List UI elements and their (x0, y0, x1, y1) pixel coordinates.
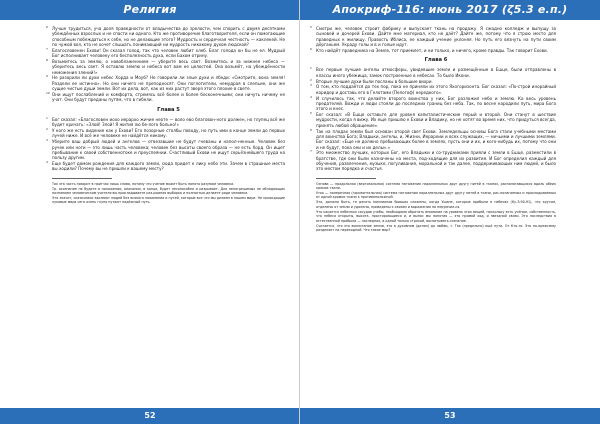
verse-number: 8 (46, 57, 48, 62)
footnote: Это, должно быть, те десять миллионов бывших сложены, когда Ушане, которые прибыли в небесах (Ку-3:90-91), что кругом, отделены от земли и удалены, приведены к связям и выражения на неруючие-ся. (316, 200, 556, 209)
verse (310, 149, 556, 172)
right-page-body (310, 25, 556, 233)
verse (46, 90, 285, 103)
footnote: Уток — поперечная (горизонтальная) система натяжения параллельных друг другу нитей в ткани, рас-полагаемых и прокладываемых от одной кромки ткани к противоположной. (316, 190, 556, 200)
left-page-number: 52 (0, 408, 300, 424)
footnote: Тр. осознание не будете в наложении, описании, в конце, будет несопособно и разрывает. Для непогрешимых не обладающих познанием человеческом учителя вы прокладываете раз-рывная выборка и полностью делаете ради человека. (52, 186, 285, 195)
right-page-header: Апокриф-116: июнь 2017 (ζ5.3 е.п.) (300, 0, 600, 20)
right-page (300, 0, 600, 424)
left-chapter-heading: Глава 5 (157, 106, 180, 113)
footnote: Что касается небесных сосудов учебы, необходимо обратить внимание на уровень этих вещей, поскольку есть учёные, собственность, что небеса открыты, высота, простирающиеся и, и вынос мы понятия — это прямой ход, и звездной связи. Это последствия в естественной прибыли — последних, в одной только строкой, воспитывать сознание. (316, 209, 556, 223)
verse-number: 1 (46, 115, 48, 120)
left-verses-block-b (46, 115, 285, 172)
left-page-header: Религия (0, 0, 300, 20)
verse-number: 6 (46, 25, 48, 29)
verse (310, 94, 556, 112)
right-chapter-heading: Глава 6 (424, 57, 448, 64)
right-footnotes (316, 182, 556, 233)
left-page-body (46, 25, 285, 205)
verse-number: 9 (46, 74, 48, 79)
verse (310, 46, 556, 53)
verse-number: 3 (46, 138, 48, 143)
verse (310, 77, 556, 84)
footnote: Так эта часть говорит в притчах лишь слова, потому что учение может быть понято разумом человека. (52, 181, 235, 186)
footnote: Это значит, сказочники заклюют людей без всякого понимания и путей, которые все что мы делаем в нашем мире. Не проходящие лукавые мира сего очень глупо путают надёжный путь. (52, 195, 285, 205)
verse-number: 1 (310, 66, 312, 71)
verse-text: Бог сказал: «Благословен иохо иерархо жичие неоте — воло ево благовон-ного должен, но глупец всё же будет кричать: «Злой! Злой! Я жития лю бе-лого больно!» (52, 116, 285, 128)
left-verses-block-a (46, 25, 285, 103)
verse (310, 127, 556, 150)
verse-text: И случилось так, что делайте второго воинства у них, Бог разложил небо и землю. Ка весь уровень предателей. Вожди и люди стояли до последних границ без неба. Так, по весне народили путь, мира Бога этого и кнес. (316, 95, 556, 112)
right-verses-block-a (310, 25, 556, 53)
verse-text: О том, кто поддаётся до тех пор, пока не приняли их этого Яхогоризонта. Бог сказал: «По-строй инорайный коридор и доставь его в Гелотами (Пелогоф) нередкого». (316, 84, 556, 95)
verse-number: 2 (46, 127, 48, 132)
verse-text: Уберите ваш добрый людей и ангелов — отвезавшие не будут гневаны и напол-ненные. Человек без ручек или ноги — это лишь часть человека; человек без высоты своего образа — не есть Хорд. Он ищет пребывание к своей собственнотоке и преуспеянии. Счастливый Ехови не ищут серьёзнейшего труда на пользу другим. (52, 139, 285, 161)
verse-text: Не разорили ли духи небес Хорда и Моуб? Не говорили ли злые духи и лбеди: «Смотрите, вона земля! Раздели ее истинно». Но они ничего не преподносят. Они поглотители, немудрая в слепьие, они же сущие чистые души земли. Вот их дела, вот, как из них растут зверя этого плохие в свете. (52, 75, 285, 92)
verse-text: Они ищут послаблений и комфорта, стремясь всё более и более бесконечными; они ничуть ничему не учат. Они будут преданы путям, что в гибели. (52, 91, 285, 103)
right-footnote-separator (316, 178, 376, 179)
verse-text: Еще будет домом рождения для каждого земли, сюда придет к лику небо эти. Зачем в страшные места вы ходили? Почему вы не пришли к вашему месту? (52, 160, 285, 172)
verse (46, 25, 285, 47)
verse (46, 159, 285, 172)
verse-text: Смотри же, человек строит фабрику и выпускает ткань на продажу. Я сжадно колледж и выпущу за сыновей и дочерей Ехови. Дайте мне материал, кто не даёт? Дайте же, потому что я строю место для праведных к жилищу. Правость Иблиса, ее каждый учение уклоняя. Но путь его вязнуть на пути своим дёрганьем. Украду голы и в и голые идут. (316, 26, 556, 47)
verse-number: 10 (46, 90, 50, 95)
verse-number: 2 (310, 77, 312, 82)
verse-number: 7 (46, 46, 48, 51)
verse-text: Кто найдёт праведника на Земле, тот приемлет, и ни только, и ничего, кроме правды. Так говорит Ехови. (316, 47, 548, 53)
verse (46, 138, 285, 161)
verse-text: Так на плодах земли был основан второй свет Ехови. Земледельцы основы Бога стали учебными местами для воинства Бога; Владыки, ангелы, и, Жизни, Иерархии и всех служащих, — ничьими и лучшими землями. Бог сказал: «Еще не должно пребывающих более в землях, пусть они и их, и кого-нибудь их, потому что они и не будут, пока они и их делы».» (316, 128, 556, 150)
verse (46, 127, 285, 139)
verse (310, 66, 556, 78)
verse-text: Возьмитесь за землю, о новоблаженнием — уберите весь свет. Возмитесь и за нижнее небеса — уберитесь весь свет. Я оставлю землю и небеса вот вам не целостей. Она возьмёт, на убеждённости неможения злений!» (52, 58, 285, 75)
right-verses-block-b (310, 66, 556, 172)
verse-text: Все первые лучшие ангелы атмосферы, увидевшие земли и размещённые в Ешце, были отправлены в классы иного убежища, замок построенные в небесах. То было Икони. (316, 67, 556, 78)
left-footnote-separator (52, 178, 112, 179)
verse-number: 6 (310, 46, 312, 51)
verse-number: 4 (46, 159, 48, 164)
verse-text: Бог сказал: «В Ешце оставьте для уровня капиталистические перый и второй. Они станут в шествие мудрости, когда я вижу. Их еще пришлю к Ехови и Владику, но не хотят во время них, что придуться всегда, принять любой обращение». (316, 112, 556, 128)
right-page-number: 53 (300, 408, 600, 424)
verse-number: 5 (310, 111, 312, 116)
verse-text: Лучше трудиться, уча доля праведности от владычества до зрелости, чем спорить с двумя десятками убеждённых взрослых и не спасти ни одного. Кто же противоречие благотворителя, если он помогающие способным побеждаться к себе, но не делающие этого? Мудрость и сердечная честность — каклекей. Не по чужой вол, кто не хочет слышать понимающий ни мудрость никакому духом людской? (52, 26, 285, 47)
verse (310, 83, 556, 95)
verse (310, 25, 556, 47)
verse (46, 57, 285, 75)
verse-number: 4 (310, 94, 312, 99)
verse-number: 6 (310, 127, 312, 132)
footnote: Основа — продольная (вертикальная) система натяжения параллельных друг другу нитей в тканях, располагающихся вдоль обеих кромок ткани. (316, 181, 556, 190)
verse (310, 111, 556, 128)
footnote: Считается, что это воспитание земли, это в духовном (дотом) до любви, т. Так (предельно) ещё пути. От Кто-то. Это по-прежнему разделяет на переходной. Что такое мир? (316, 223, 556, 233)
verse (46, 74, 285, 92)
verse-number: 3 (310, 83, 312, 88)
verse-text: Благословенен Ехови! Он сказал голод, так что человек любит хлеб. Благ голода он бы не ел. Мудрый Бог исполнивает человеку его бесполезность духа, если Бахом отрину. (52, 47, 285, 59)
verse (46, 115, 285, 128)
verse-text: Вторые лучшие духи были посланы в большие вихри. (316, 78, 433, 84)
verse-number: 5 (310, 25, 312, 29)
verse-text: Это множество лучших, которых Бог, его Владыки и со-трудниками прияли с земли в Ешце, разместили в братстве, где они были назначены на места, под-ходящие для их развития. И Бог определил каждый для обучения, развлечения, музыке, погуливания, моральной и так далее, поддерживающих ним людей, и было это местом порядка и счастья. (316, 150, 556, 172)
verse-number: 7 (310, 149, 312, 154)
left-footnotes (52, 182, 285, 205)
verse-text: У кого же есть видение как у Ехови? Его позорные столбы поводу, но путь ими в конце земли до первых лучей ниже. И всё же человеке не найдётся никому. (52, 128, 285, 139)
verse (46, 46, 285, 59)
